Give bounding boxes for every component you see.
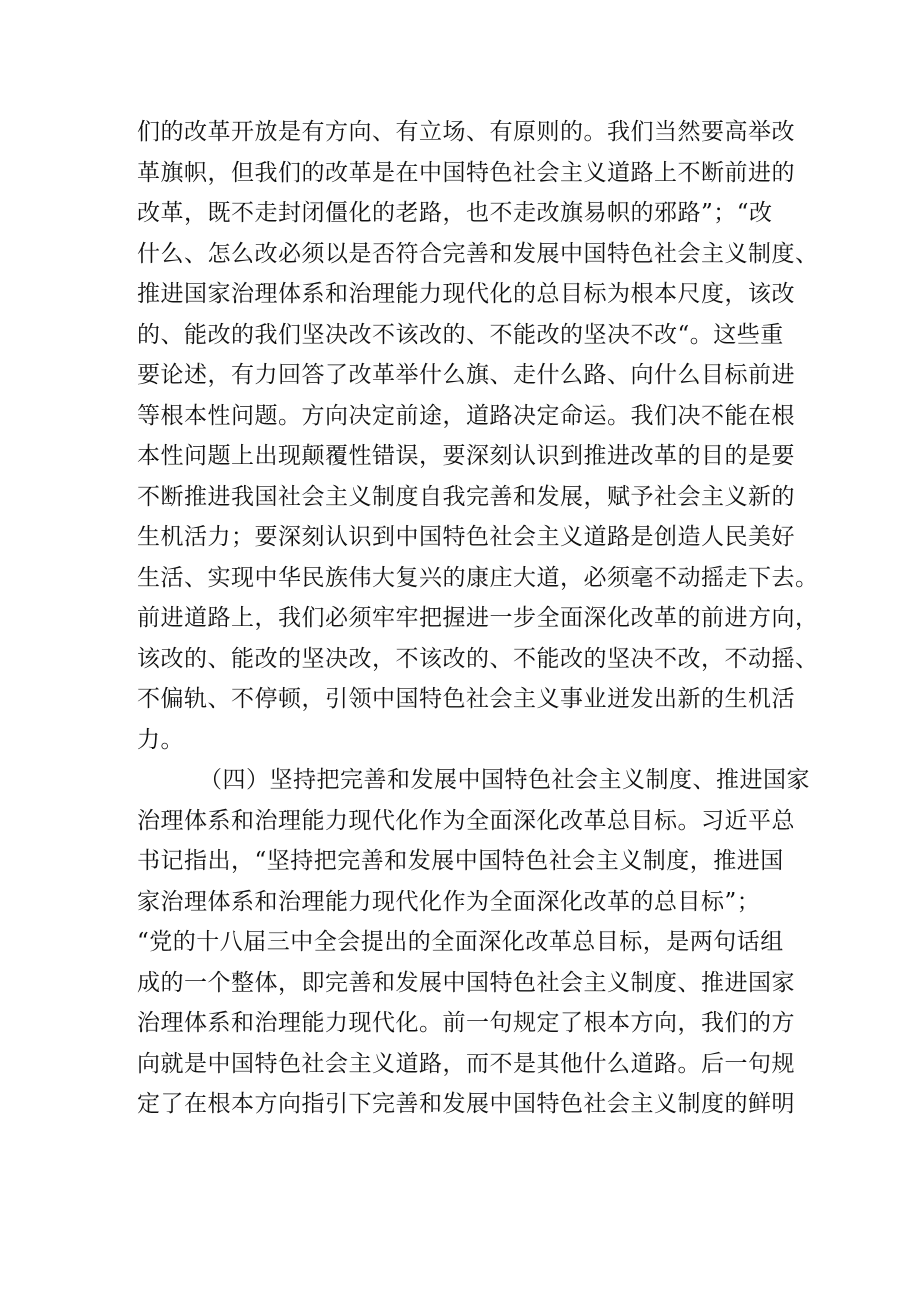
text-line: 改革，既不走封闭僵化的老路，也不走改旗易帜的邪路”；“改 [137, 200, 773, 226]
text-line: 要论述，有力回答了改革举什么旗、走什么路、向什么目标前进 [137, 362, 795, 388]
text-line: 该改的、能改的坚决改，不该改的、不能改的坚决不改，不动摇、 [137, 645, 819, 672]
text-line: 推进国家治理体系和治理能力现代化的总目标为根本尺度，该改 [137, 281, 795, 307]
text-line: 什么、怎么改必须以是否符合完善和发展中国特色社会主义制度、 [137, 240, 819, 267]
text-line: 前进道路上，我们必须牢牢把握进一步全面深化改革的前进方向， [137, 605, 819, 631]
text-line: 力。 [137, 726, 184, 753]
text-line: 不偏轨、不停顿，引领中国特色社会主义事业迸发出新的生机活 [137, 686, 795, 712]
text-line: 治理体系和治理能力现代化作为全面深化改革总目标。习近平总 [137, 807, 795, 834]
text-line: 革旗帜，但我们的改革是在中国特色社会主义道路上不断前进的 [137, 159, 795, 186]
text-line: 的、能改的我们坚决改不该改的、不能改的坚决不改“。这些重 [137, 321, 784, 348]
text-line: 生活、实现中华民族伟大复兴的康庄大道，必须毫不动摇走下去。 [137, 564, 819, 591]
text-line: 家治理体系和治理能力现代化作为全面深化改革的总目标”； [137, 888, 761, 915]
text-line: 等根本性问题。方向决定前途，道路决定命运。我们决不能在根 [137, 402, 795, 429]
text-line: 治理体系和治理能力现代化。前一句规定了根本方向，我们的方 [137, 1010, 795, 1036]
text-line: “党的十八届三中全会提出的全面深化改革总目标，是两句话组 [137, 929, 784, 955]
text-line: 不断推进我国社会主义制度自我完善和发展，赋予社会主义新的 [137, 483, 795, 510]
text-line: 生机活力；要深刻认识到中国特色社会主义道路是创造人民美好 [137, 524, 795, 550]
text-line: 定了在根本方向指引下完善和发展中国特色社会主义制度的鲜明 [137, 1091, 795, 1117]
text-line: 向就是中国特色社会主义道路，而不是其他什么道路。后一句规 [137, 1050, 795, 1077]
text-line: 书记指出，“坚持把完善和发展中国特色社会主义制度，推进国 [137, 848, 784, 874]
body-text [137, 112, 819, 1125]
text-line: 成的一个整体，即完善和发展中国特色社会主义制度、推进国家 [137, 969, 795, 996]
text-line: 们的改革开放是有方向、有立场、有原则的。我们当然要高举改 [137, 119, 795, 145]
section-heading-line: （四）坚持把完善和发展中国特色社会主义制度、推进国家 [199, 767, 810, 793]
text-line: 本性问题上出现颠覆性错误，要深刻认识到推进改革的目的是要 [137, 443, 795, 469]
